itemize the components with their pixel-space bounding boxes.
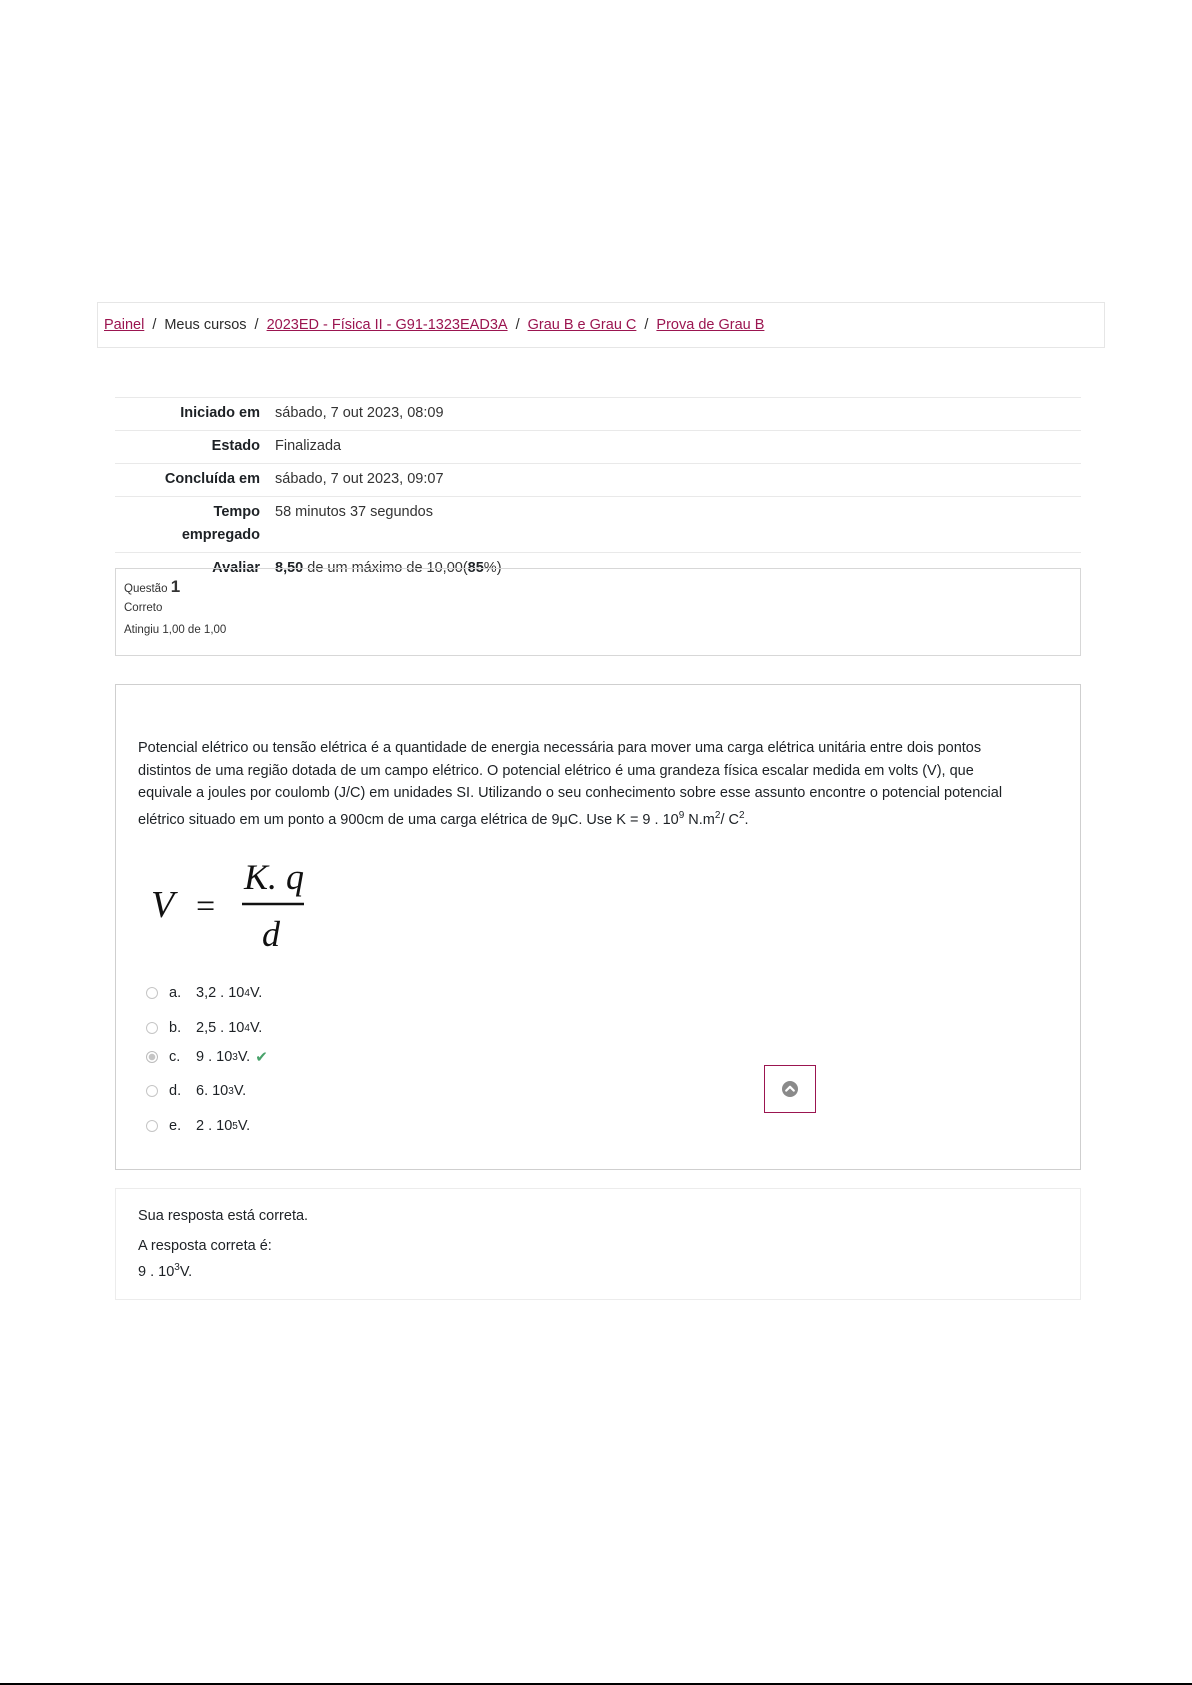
completed-value: sábado, 7 out 2023, 09:07 <box>275 471 444 487</box>
grade-text: de um máximo de 10,00( <box>307 560 468 576</box>
formula-denominator: d <box>262 914 280 953</box>
breadcrumb-section[interactable]: Grau B e Grau C <box>527 317 637 333</box>
breadcrumb-separator: / <box>515 317 520 333</box>
radio-e[interactable] <box>146 1120 158 1132</box>
exponent: 2 <box>738 809 745 821</box>
radio-a[interactable] <box>146 987 158 999</box>
breadcrumb-separator: / <box>644 317 649 333</box>
correct-answer-value <box>138 1257 1058 1283</box>
answer-base: 2,5 . 10 <box>196 1020 245 1036</box>
question-number-line <box>124 576 1072 600</box>
answer-option-d[interactable] <box>146 1083 246 1099</box>
summary-row-started <box>115 397 1081 430</box>
breadcrumb-painel[interactable]: Painel <box>104 317 145 333</box>
radio-d[interactable] <box>146 1085 158 1097</box>
breadcrumb-course[interactable]: 2023ED - Física II - G91-1323EAD3A <box>266 317 508 333</box>
grade-label: Avaliar <box>212 560 260 576</box>
breadcrumb-quiz[interactable]: Prova de Grau B <box>656 317 765 333</box>
answer-unit: V. <box>233 1083 247 1099</box>
answer-unit: V. <box>249 1020 263 1036</box>
answer-unit: V. <box>237 1049 251 1065</box>
answer-unit: V. <box>249 985 263 1001</box>
scroll-to-top-button[interactable] <box>764 1065 816 1113</box>
answer-unit: V. <box>237 1118 251 1134</box>
question-info-box <box>115 568 1081 656</box>
summary-row-time <box>115 496 1081 552</box>
feedback-result: Sua resposta está correta. <box>138 1208 309 1224</box>
question-text-line: equivale a joules por coulomb (J/C) em unidades SI. Utilizando o seu conhecimento sobre esse assunto encontre o potencial potencial <box>138 785 1003 801</box>
answer-base: 9 . 10 <box>196 1049 233 1065</box>
radio-c[interactable] <box>146 1051 158 1063</box>
breadcrumb-meus-cursos: Meus cursos <box>164 317 247 333</box>
answer-exponent: 4 <box>244 1022 250 1034</box>
exponent: 2 <box>714 809 721 821</box>
answer-letter: a. <box>169 985 182 1001</box>
question-text-part: elétrico situado em um ponto a 900cm de uma carga elétrica de 9μC. Use K = 9 . 10 <box>138 811 679 828</box>
question-content-box <box>115 684 1081 1170</box>
answer-option-b[interactable] <box>146 1020 262 1036</box>
started-label: Iniciado em <box>180 405 260 421</box>
grade-percent: 85 <box>467 560 484 576</box>
grade-score: 8,50 <box>275 560 304 576</box>
answer-exponent: 3 <box>228 1085 234 1097</box>
formula-lhs: V <box>151 884 175 926</box>
answer-letter: c. <box>169 1049 181 1065</box>
question-text <box>138 737 1058 831</box>
answer-base: 3,2 . 10 <box>196 985 245 1001</box>
question-text-line <box>138 805 1058 831</box>
exponent: 9 <box>678 809 685 821</box>
correct-answer-exponent: 3 <box>174 1262 180 1273</box>
time-label-line2: empregado <box>181 527 260 543</box>
question-text-part: N.m <box>684 811 715 828</box>
question-number: 1 <box>170 577 181 596</box>
correct-answer-label: A resposta correta é: <box>138 1238 272 1254</box>
breadcrumb-separator: / <box>254 317 259 333</box>
check-icon: ✔ <box>255 1049 268 1066</box>
answer-option-a[interactable] <box>146 985 262 1001</box>
answer-letter: e. <box>169 1118 182 1134</box>
question-text-part: / C <box>720 811 739 828</box>
question-text-line: distintos de uma região dotada de um campo elétrico. O potencial elétrico é uma grandeza física escalar medida em volts (V), que <box>138 762 974 779</box>
answer-option-c[interactable] <box>146 1048 268 1066</box>
correct-answer-unit: V. <box>179 1263 193 1280</box>
completed-label: Concluída em <box>164 471 260 487</box>
answer-exponent: 4 <box>244 987 250 999</box>
answer-exponent: 5 <box>232 1120 238 1132</box>
time-label <box>115 501 260 547</box>
answer-letter: d. <box>169 1083 182 1099</box>
state-label: Estado <box>211 438 260 454</box>
formula-numerator: K. q <box>244 857 305 897</box>
question-label: Questão <box>124 583 168 595</box>
question-text-part: . <box>744 811 749 828</box>
grade-suffix: %) <box>483 560 502 576</box>
feedback-box <box>115 1188 1081 1300</box>
correct-answer-base: 9 . 10 <box>138 1263 175 1280</box>
attempt-summary-table <box>115 397 1081 585</box>
summary-row-completed <box>115 463 1081 496</box>
answer-exponent: 3 <box>232 1051 238 1063</box>
potential-formula-image <box>146 853 316 953</box>
breadcrumb-separator: / <box>152 317 157 333</box>
time-label-line1: Tempo <box>213 504 260 520</box>
question-grade: Atingiu 1,00 de 1,00 <box>124 624 227 636</box>
answer-base: 6. 10 <box>196 1083 229 1099</box>
answer-option-e[interactable] <box>146 1118 250 1134</box>
summary-row-state <box>115 430 1081 463</box>
question-state: Correto <box>124 602 163 614</box>
started-value: sábado, 7 out 2023, 08:09 <box>275 405 444 421</box>
time-value: 58 minutos 37 segundos <box>275 504 433 520</box>
answer-letter: b. <box>169 1020 182 1036</box>
state-value: Finalizada <box>275 438 342 454</box>
radio-b[interactable] <box>146 1022 158 1034</box>
formula-equals: = <box>196 888 216 925</box>
chevron-up-circle-icon <box>781 1080 799 1098</box>
breadcrumb <box>97 302 1105 348</box>
answer-base: 2 . 10 <box>196 1118 233 1134</box>
question-text-line: Potencial elétrico ou tensão elétrica é a quantidade de energia necessária para mover uma carga elétrica unitária entre dois pontos <box>138 740 982 756</box>
